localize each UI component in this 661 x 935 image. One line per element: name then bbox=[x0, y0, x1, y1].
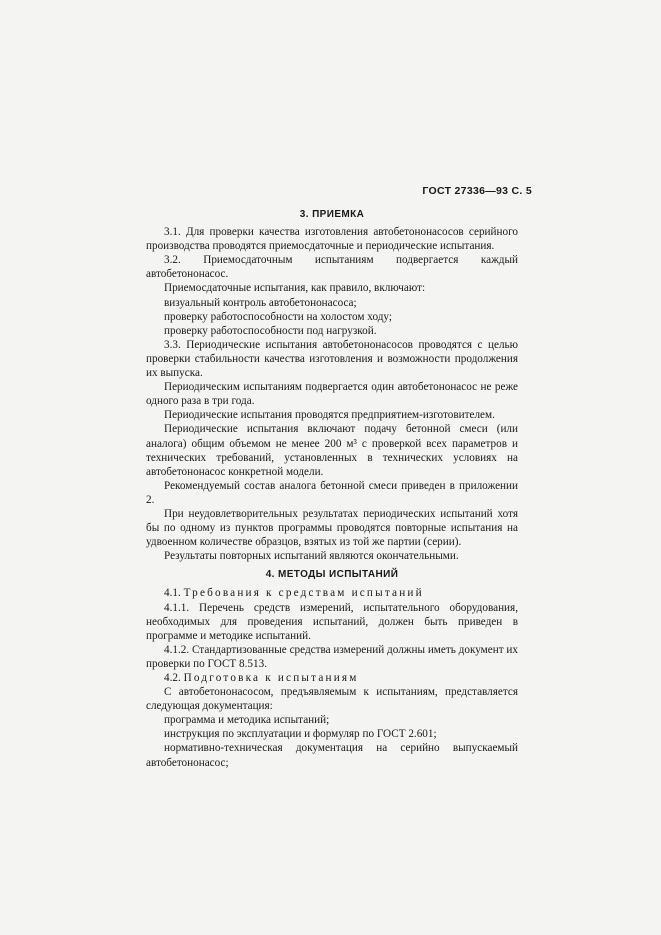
subsection-4-1-heading bbox=[146, 586, 518, 600]
paragraph-final-results: Результаты повторных испытаний являются окончательными. bbox=[164, 550, 459, 563]
text-column bbox=[146, 208, 518, 770]
paragraph-periodic-performer: Периодические испытания проводятся предприятием-изготовителем. bbox=[164, 409, 495, 422]
paragraph-4-2-intro: С автобетононасосом, предъявляемым к испытаниям, представляется следующая документация: bbox=[146, 686, 518, 713]
paragraph-3-2: 3.2. Приемосдаточным испытаниям подвергается каждый автобетононасос. bbox=[146, 254, 518, 281]
section-4-title: 4. МЕТОДЫ ИСПЫТАНИЙ bbox=[265, 569, 399, 581]
list-item: программа и методика испытаний; bbox=[164, 714, 330, 727]
paragraph-3-3: 3.3. Периодические испытания автобетононасосов проводятся с целью проверки стабильности качества изготовления и возможности продолжения их выпуска. bbox=[146, 338, 518, 380]
paragraph-periodic-frequency: Периодическим испытаниям подвергается один автобетононасос не реже одного раза в три года. bbox=[146, 381, 518, 408]
subsection-4-1-number: 4.1. bbox=[164, 587, 181, 600]
subsection-4-2-number: 4.2. bbox=[164, 672, 181, 684]
section-3-title: 3. ПРИЕМКА bbox=[299, 209, 365, 220]
paragraph-3-1: 3.1. Для проверки качества изготовления автобетононасосов серийного производства проводятся приемосдаточные и периодические испытания. bbox=[146, 226, 518, 253]
subsection-4-2-heading bbox=[146, 671, 518, 685]
list-item: проверку работоспособности под нагрузкой. bbox=[164, 324, 377, 337]
subsection-4-2-title: Подготовка к испытаниям bbox=[183, 672, 359, 684]
paragraph-4-1-1: 4.1.1. Перечень средств измерений, испытательного оборудования, необходимых для проведения испытаний, должен быть приведен в программе и методике испытаний. bbox=[146, 601, 518, 642]
paragraph-periodic-scope: Периодические испытания включают подачу бетонной смеси (или аналога) общим объемом не менее 200 м³ с проверкой всех параметров и технических требований, установленных в технических условиях на автобетононасос конкретной модели. bbox=[146, 423, 518, 478]
subsection-4-1-title: Требования к средствам испытаний bbox=[183, 587, 424, 600]
page-header: ГОСТ 27336—93 С. 5 bbox=[422, 185, 532, 197]
list-item: проверку работоспособности на холостом ходу; bbox=[164, 310, 392, 323]
list-item: визуальный контроль автобетононасоса; bbox=[164, 296, 357, 309]
paragraph-repeat-tests: При неудовлетворительных результатах периодических испытаний хотя бы по одному из пунктов программы проводятся повторные испытания на удвоенном количестве образцов, взятых из той же партии (серии). bbox=[146, 507, 518, 549]
paragraph-recommended-analog: Рекомендуемый состав аналога бетонной смеси приведен в приложении 2. bbox=[146, 479, 518, 506]
paragraph-4-1-2: 4.1.2. Стандартизованные средства измерений должны иметь документ их проверки по ГОСТ 8.513. bbox=[146, 643, 518, 670]
list-item: нормативно-техническая документация на серийно выпускаемый автобетононасос; bbox=[146, 742, 518, 769]
list-item: инструкция по эксплуатации и формуляр по ГОСТ 2.601; bbox=[164, 728, 437, 741]
paragraph-acceptance-intro: Приемосдаточные испытания, как правило, включают: bbox=[164, 282, 426, 295]
